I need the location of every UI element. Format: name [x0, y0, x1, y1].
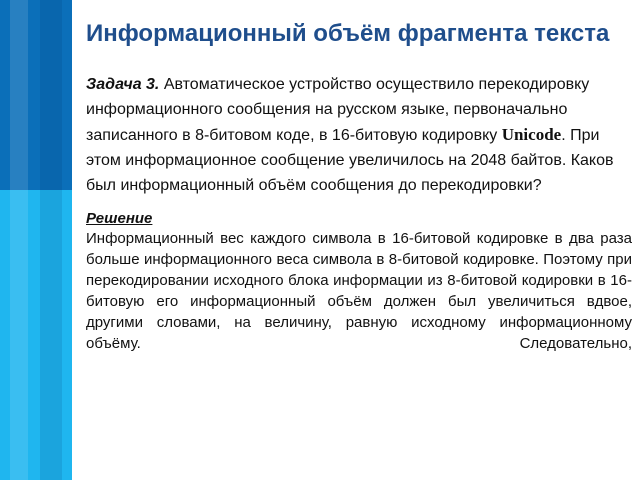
- task-text-before: Автоматическое устройство осуществило перекодировку информационного сообщения на русском языке, первоначально записанного в 8-битовом коде, в 16-битовую кодировку: [86, 76, 590, 144]
- sidebar-stripe: [10, 0, 28, 480]
- slide-content: [86, 0, 632, 480]
- slide-title: Информационный объём фрагмента текста: [86, 20, 610, 47]
- sidebar-divider: [72, 0, 76, 480]
- task-label: Задача 3.: [86, 76, 160, 93]
- unicode-word: Unicode: [501, 125, 562, 144]
- solution-heading: Решение: [86, 210, 153, 227]
- task-paragraph: [86, 72, 632, 198]
- task-text-after: . При этом информационное сообщение увеличилось на 2048 байтов. Каков был информационный объём сообщения до перекодировки?: [86, 127, 614, 194]
- solution-text: Информационный вес каждого символа в 16-битовой кодировке в два раза больше информационного веса символа в 8-битовой кодировке. Поэтому при перекодировании исходного блока информации из 8-битовой кодировки в 16-битовую его информационный объём должен был увеличиться вдвое, другими словами, на величину, равную исходному информационному объёму. Следовательно,: [86, 230, 632, 352]
- decorative-sidebar: [0, 0, 72, 480]
- sidebar-stripe: [40, 0, 62, 480]
